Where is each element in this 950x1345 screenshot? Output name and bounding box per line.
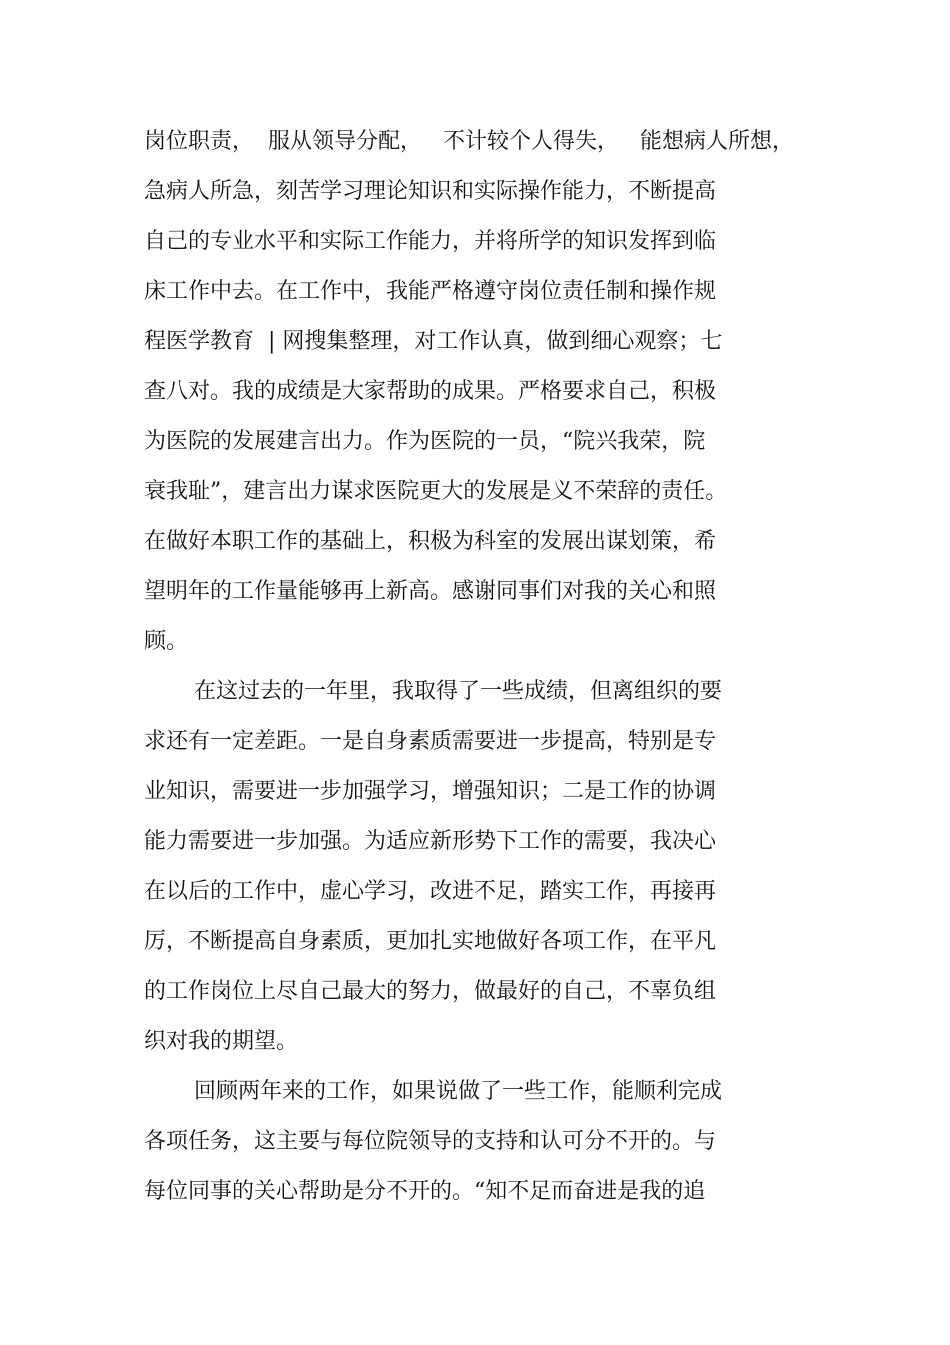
- paragraph-2-line-3: 业知识，需要进一步加强学习，增强知识；二是工作的协调: [144, 779, 717, 804]
- paragraph-1-line-11: 顾。: [144, 629, 189, 654]
- paragraph-2-line-7: 的工作岗位上尽自己最大的努力，做最好的自己，不辜负组: [144, 979, 717, 1004]
- paragraph-1-line-1: 岗位职责， 服从领导分配， 不计较个人得失， 能想病人所想，: [144, 129, 794, 154]
- paragraph-2-line-8: 织对我的期望。: [144, 1029, 299, 1054]
- paragraph-3-line-1: 回顾两年来的工作，如果说做了一些工作，能顺利完成: [194, 1079, 723, 1104]
- paragraph-1-line-5: 程医学教育 | 网搜集整理，对工作认真，做到细心观察；七: [144, 329, 723, 354]
- paragraph-1-line-10: 望明年的工作量能够再上新高。感谢同事们对我的关心和照: [144, 579, 717, 604]
- paragraph-2-line-4: 能力需要进一步加强。为适应新形势下工作的需要，我决心: [144, 829, 717, 854]
- paragraph-1-line-4: 床工作中去。在工作中，我能严格遵守岗位责任制和操作规: [144, 279, 717, 304]
- paragraph-2-line-2: 求还有一定差距。一是自身素质需要进一步提高，特别是专: [144, 729, 717, 754]
- paragraph-2-line-5: 在以后的工作中，虚心学习，改进不足，踏实工作，再接再: [144, 879, 717, 904]
- paragraph-3-line-2: 各项任务，这主要与每位院领导的支持和认可分不开的。与: [144, 1129, 717, 1154]
- paragraph-1-line-9: 在做好本职工作的基础上，积极为科室的发展出谋划策，希: [144, 529, 717, 554]
- paragraph-3-line-3: 每位同事的关心帮助是分不开的。“知不足而奋进是我的追: [144, 1179, 706, 1204]
- paragraph-1-line-3: 自己的专业水平和实际工作能力，并将所学的知识发挥到临: [144, 229, 717, 254]
- paragraph-1-line-7: 为医院的发展建言出力。作为医院的一员，“院兴我荣，院: [144, 429, 706, 454]
- paragraph-1-line-2: 急病人所急，刻苦学习理论知识和实际操作能力，不断提高: [144, 179, 717, 204]
- paragraph-2-line-6: 厉，不断提高自身素质，更加扎实地做好各项工作，在平凡: [144, 929, 717, 954]
- paragraph-2-line-1: 在这过去的一年里，我取得了一些成绩，但离组织的要: [194, 679, 723, 704]
- paragraph-1-line-6: 查八对。我的成绩是大家帮助的成果。严格要求自己，积极: [144, 379, 717, 404]
- paragraph-1-line-8: 衰我耻”，建言出力谋求医院更大的发展是义不荣辞的责任。: [144, 479, 728, 504]
